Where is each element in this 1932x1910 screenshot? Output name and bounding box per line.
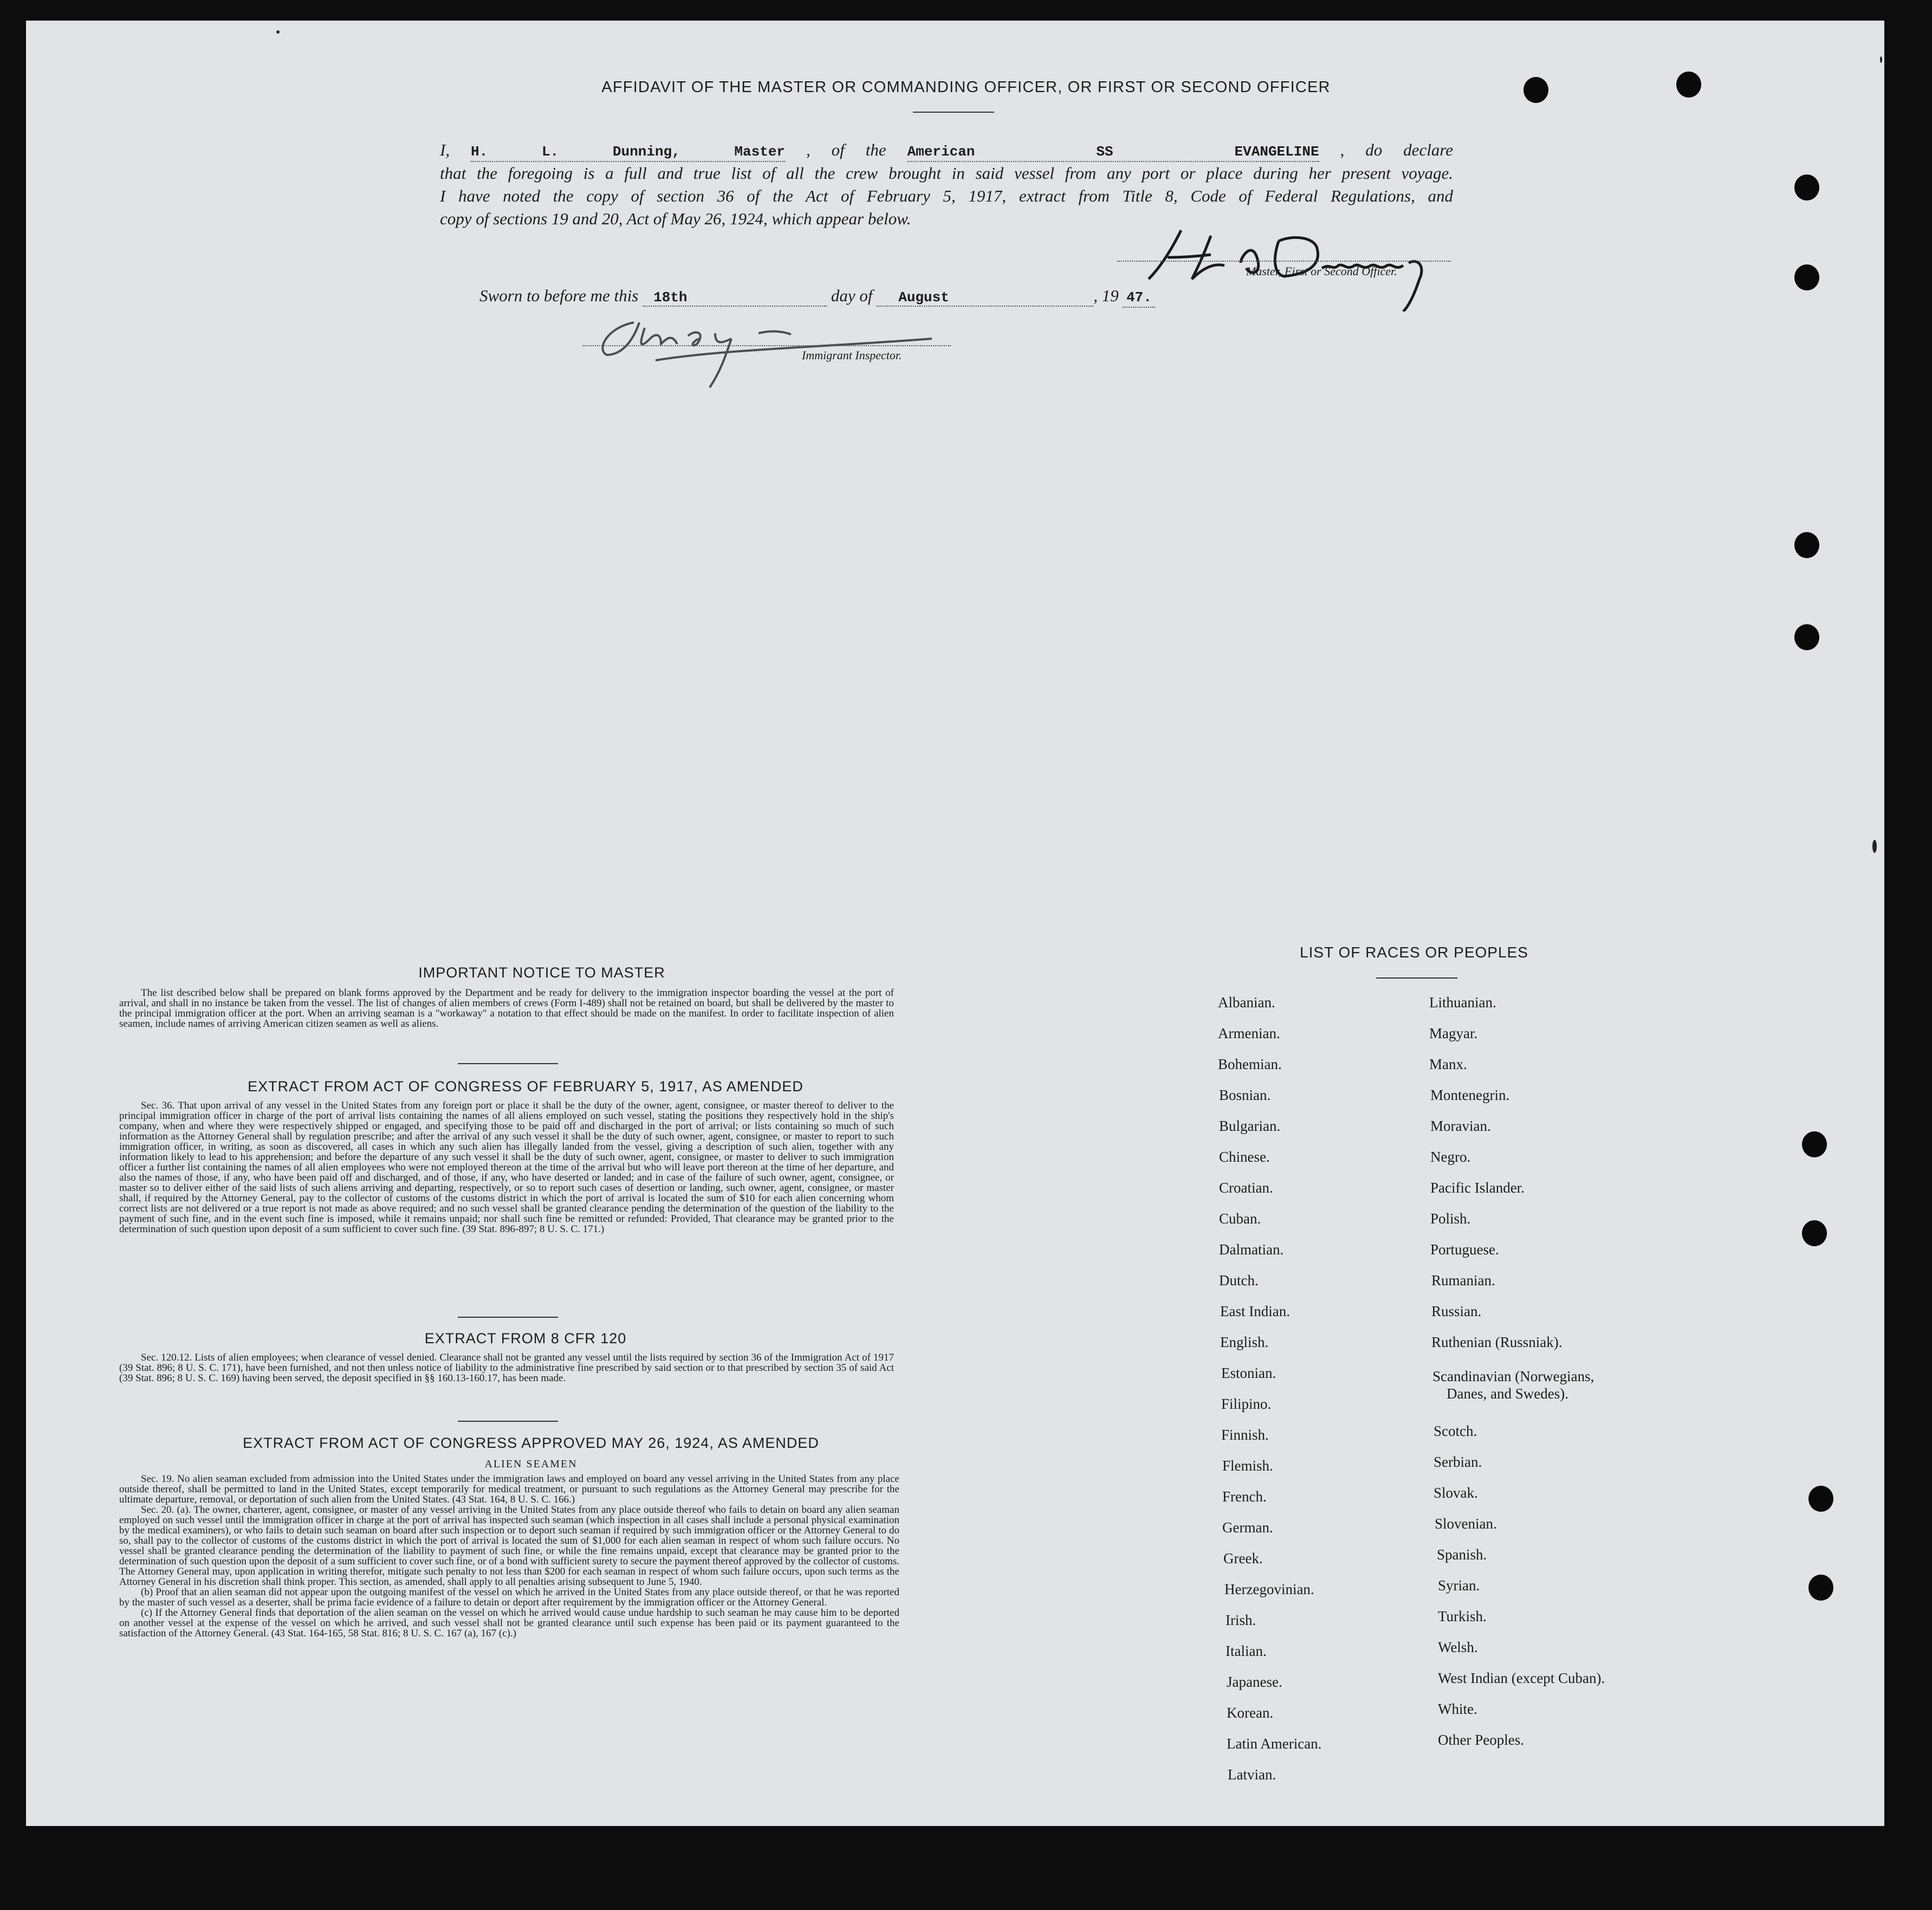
race-item: Manx.	[1429, 1056, 1467, 1072]
race-item: Lithuanian.	[1429, 994, 1496, 1011]
declaration-block	[440, 139, 1453, 230]
race-item: Montenegrin.	[1430, 1087, 1510, 1103]
races-title: LIST OF RACES OR PEOPLES	[1300, 944, 1528, 961]
race-item: Danes, and Swedes).	[1447, 1385, 1568, 1402]
speck	[276, 30, 280, 34]
race-item: Magyar.	[1429, 1025, 1478, 1041]
punch-hole	[1794, 174, 1819, 200]
race-item: West Indian (except Cuban).	[1438, 1670, 1605, 1686]
race-item: Syrian.	[1438, 1577, 1480, 1594]
race-item: Turkish.	[1438, 1608, 1487, 1624]
pronoun: I,	[440, 140, 450, 159]
declaration-line-4: copy of sections 19 and 20, Act of May 26, 1924, which appear below.	[440, 209, 911, 228]
vessel-name-field: American SS EVANGELINE	[907, 143, 1319, 162]
punch-hole	[1808, 1486, 1833, 1512]
sworn-line	[479, 286, 1155, 308]
punch-hole	[1794, 624, 1819, 650]
race-item: Croatian.	[1219, 1180, 1273, 1196]
sworn-month-field: August	[877, 288, 1093, 307]
race-item: Portuguese.	[1430, 1241, 1499, 1258]
race-item: Pacific Islander.	[1430, 1180, 1525, 1196]
race-item: French.	[1222, 1488, 1267, 1505]
race-item: Ruthenian (Russniak).	[1431, 1334, 1563, 1350]
inspector-signature	[585, 306, 964, 393]
race-item: Armenian.	[1218, 1025, 1280, 1041]
section-20c: (c) If the Attorney General finds that deportation of the alien seaman on the vessel on which he arrived would cause undue hardship to such seaman he may cause him to be deported on another vessel at the expense of the vessel on which he arrived, and such vessel shall not be granted clearance until such expense has been paid or its payment guaranteed to the satisfaction of the Attorney General. (43 Stat. 164-165, 58 Stat. 816; 8 U. S. C. 167 (a), 167 (c).)	[119, 1607, 899, 1639]
sworn-prefix: Sworn to before me this	[479, 286, 639, 305]
speck	[1880, 56, 1882, 63]
race-item: Other Peoples.	[1438, 1732, 1524, 1748]
race-item: Latin American.	[1227, 1736, 1322, 1752]
race-item: Polish.	[1430, 1210, 1471, 1227]
race-item: Albanian.	[1218, 994, 1275, 1011]
race-item: Rumanian.	[1431, 1272, 1495, 1289]
affidavit-title: AFFIDAVIT OF THE MASTER OR COMMANDING OFFICER, OR FIRST OR SECOND OFFICER	[601, 79, 1331, 96]
race-item: Estonian.	[1221, 1365, 1276, 1381]
race-item: Bosnian.	[1219, 1087, 1271, 1103]
day-of-text: day of	[831, 286, 873, 305]
race-item: Dalmatian.	[1219, 1241, 1284, 1258]
race-item: Japanese.	[1227, 1674, 1282, 1690]
master-signature-line	[1117, 261, 1451, 262]
extract-cfr-section	[119, 1330, 894, 1383]
punch-hole	[1802, 1220, 1827, 1246]
of-the-text: , of the	[806, 140, 886, 159]
inspector-signature-line	[582, 345, 951, 346]
notice-body: The list described below shall be prepared on blank forms approved by the Department and be ready for delivery to the immigration inspector boarding the vessel at the port of arrival, and shall in no instance be taken from the vessel. The list of changes of alien members of crews (Form I-489) shall not be retained on board, but shall be delivered by the master to the principal immigration officer at the port. When an arriving seaman is a "workaway" a notation to that effect should be made on the manifest. In order to facilitate inspection of alien seamen, include names of arriving American citizen seamen as well as aliens.	[119, 987, 894, 1030]
race-item: Korean.	[1227, 1705, 1274, 1721]
race-item: Negro.	[1430, 1149, 1471, 1165]
inspector-caption: Immigrant Inspector.	[802, 348, 902, 362]
race-item: Filipino.	[1221, 1396, 1272, 1412]
punch-hole	[1794, 264, 1819, 290]
race-item: Slovenian.	[1435, 1516, 1497, 1532]
race-item: Slovak.	[1434, 1485, 1478, 1501]
race-item: Bohemian.	[1218, 1056, 1282, 1072]
punch-hole	[1808, 1575, 1833, 1601]
race-item: East Indian.	[1220, 1303, 1290, 1319]
title-underline	[913, 112, 994, 113]
notice-column	[119, 964, 894, 1029]
extract-cfr-title: EXTRACT FROM 8 CFR 120	[424, 1330, 627, 1346]
speck	[1872, 840, 1877, 853]
race-item: German.	[1222, 1519, 1273, 1536]
notice-title: IMPORTANT NOTICE TO MASTER	[418, 964, 665, 981]
race-item: Scandinavian (Norwegians,	[1432, 1368, 1594, 1384]
declaration-line-3: I have noted the copy of section 36 of the Act of February 5, 1917, extract from Title 8, Code of Federal Regulations, and	[440, 186, 1453, 205]
extract-1917-body: Sec. 36. That upon arrival of any vessel in the United States from any foreign port or place it shall be the duty of the owner, agent, consignee, or master thereof to deliver to the principal immigration officer in charge of the port of arrival lists containing the names of all aliens employed on such vessel, stating the positions they respectively hold in the ship's company, when and where they were respectively shipped or engaged, and specifying those to be paid off and discharged in the port of arrival; or lists containing so much of such information as the Attorney General shall by regulation prescribe; and after the arrival of any such vessel it shall be the duty of such owner, agent, consignee, or master to report to such immigration officer, in writing, as soon as discovered, all cases in which any such alien has illegally landed from the vessel, giving a description of such alien, together with any information likely to lead to his apprehension; and before the departure of any such vessel it shall be the duty of such owner, agent, consignee, or master to deliver to such immigration officer a further list containing the names of all alien employees who were not employed thereon at the time of the arrival but who will leave port thereon at the time of her departure, and also the names of those, if any, who have been paid off and discharged, and of those, if any, who have deserted or landed; and in case of the failure of such owner, agent, consignee, or master so to deliver either of the said lists of such aliens arriving and departing, respectively, or so to report such cases of desertion or landing, such owner, agent, consignee, or master shall, if required by the Attorney General, pay to the collector of customs of the customs district in which the port of arrival is located the sum of $10 for each alien concerning whom correct lists are not delivered or a true report is not made as above required; and no such vessel shall be granted clearance pending the determination of the question of the liability to the payment of such fine, and in the event such fine is imposed, while it remains unpaid; nor shall such fine be remitted or refunded: Provided, That clearance may be granted prior to the determination of such question upon deposit of a sum sufficient to cover such fine. (39 Stat. 896-897; 8 U. S. C. 171.)	[119, 1100, 894, 1235]
race-item: White.	[1438, 1701, 1477, 1717]
extract-cfr-body: Sec. 120.12. Lists of alien employees; when clearance of vessel denied. Clearance shall not be granted any vessel until the lists required by section 36 of the Immigration Act of 1917 (39 Stat. 896; 8 U. S. C. 171), have been furnished, and not then unless notice of liability to the administrative fine prescribed by said section or to that prescribed by section 35 of said Act (39 Stat. 896; 8 U. S. C. 169) having been served, the deposit specified in §§ 160.13-160.17, has been made.	[119, 1352, 894, 1384]
race-item: Chinese.	[1219, 1149, 1270, 1165]
section-20b: (b) Proof that an alien seaman did not appear upon the outgoing manifest of the vessel on which he arrived in the United States from any place outside thereof, or that he was reported by the master of such vessel as a deserter, shall be prima facie evidence of a failure to detain or deport after requirement by the immigration officer or the Attorney General.	[119, 1587, 899, 1608]
section-19: Sec. 19. No alien seaman excluded from admission into the United States under the immigration laws and employed on board any vessel arriving in the United States from any place outside thereof, shall be permitted to land in the United States, except temporarily for medical treatment, or pursuant to such regulations as the Attorney General may prescribe for the ultimate departure, removal, or deportation of such alien from the United States. (43 Stat. 164, 8 U. S. C. 166.)	[119, 1473, 899, 1505]
section-20a: Sec. 20. (a). The owner, charterer, agent, consignee, or master of any vessel arriving in the United States from any place outside thereof who fails to detain on board any alien seaman employed on such vessel until the immigration officer in charge at the port of arrival has inspected such seaman (which inspection in all cases shall include a personal physical examination by the medical examiners), or who fails to detain such seaman on board after such inspection or to deport such seaman if required by such immigration officer or the Attorney General to do so, shall pay to the collector of customs of the customs district in which the port of arrival is located the sum of $1,000 for each alien seaman in respect of whom such failure occurs. No vessel shall be granted clearance pending the determination of the liability to payment of such fine, or while the fine remains unpaid, except that clearance may be granted prior to the determination of such question upon the deposit of a sum sufficient to cover such fine, or of a bond with sufficient surety to secure the payment thereof approved by the collector of customs. The Attorney General may, upon application in writing therefor, mitigate such penalty to not less than $200 for each seaman in respect of whom such failure occurs, upon such terms as the Attorney General in his discretion shall think proper. This section, as amended, shall apply to all penalties arising subsequent to June 5, 1940.	[119, 1504, 899, 1588]
declaration-line-2: that the foregoing is a full and true list of all the crew brought in said vessel from any port or place during her present voyage.	[440, 164, 1453, 183]
punch-hole	[1802, 1131, 1827, 1157]
punch-hole	[1794, 532, 1819, 558]
races-title-underline	[1376, 977, 1457, 979]
race-item: English.	[1220, 1334, 1269, 1350]
race-item: Welsh.	[1438, 1639, 1478, 1655]
separator	[458, 1063, 558, 1064]
extract-1917-section	[119, 1078, 894, 1234]
race-item: Irish.	[1226, 1612, 1256, 1628]
race-item: Moravian.	[1430, 1118, 1491, 1134]
race-item: Russian.	[1431, 1303, 1482, 1319]
sworn-day-field: 18th	[643, 288, 827, 307]
race-item: Latvian.	[1228, 1766, 1276, 1783]
race-item: Herzegovinian.	[1224, 1581, 1314, 1597]
race-item: Cuban.	[1219, 1210, 1261, 1227]
race-item: Bulgarian.	[1219, 1118, 1281, 1134]
year-prefix: , 19	[1093, 286, 1119, 305]
race-item: Finnish.	[1221, 1427, 1269, 1443]
do-declare-text: , do declare	[1340, 140, 1453, 159]
extract-1924-title: EXTRACT FROM ACT OF CONGRESS APPROVED MAY 26, 1924, AS AMENDED	[243, 1435, 819, 1451]
race-item: Greek.	[1223, 1550, 1263, 1566]
separator	[458, 1317, 558, 1318]
extract-1924-subtitle: ALIEN SEAMEN	[484, 1458, 578, 1470]
race-item: Flemish.	[1222, 1458, 1273, 1474]
race-item: Serbian.	[1434, 1454, 1482, 1470]
separator	[458, 1421, 558, 1422]
sworn-year-field: 47.	[1123, 288, 1155, 308]
race-item: Scotch.	[1434, 1423, 1477, 1439]
extract-1917-title: EXTRACT FROM ACT OF CONGRESS OF FEBRUARY 5, 1917, AS AMENDED	[248, 1078, 803, 1095]
master-caption: Master, First or Second Officer.	[1246, 264, 1397, 278]
extract-1924-section	[119, 1435, 899, 1639]
race-item: Spanish.	[1437, 1546, 1487, 1563]
race-item: Dutch.	[1219, 1272, 1259, 1289]
master-name-field: H. L. Dunning, Master	[471, 143, 785, 162]
race-item: Italian.	[1226, 1643, 1267, 1659]
